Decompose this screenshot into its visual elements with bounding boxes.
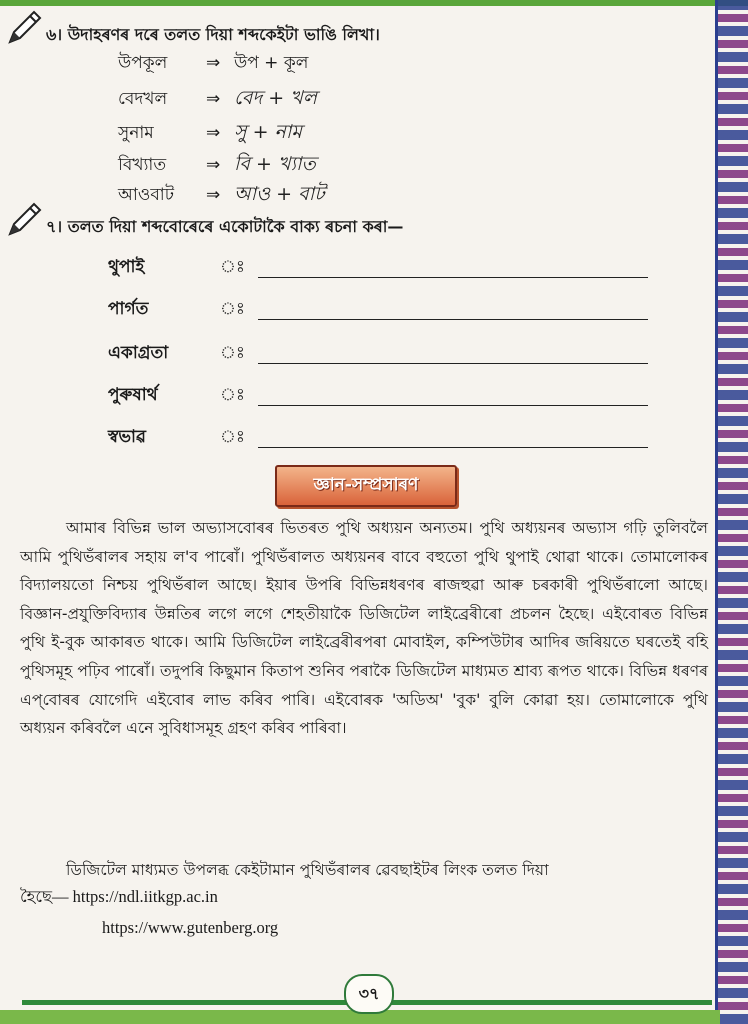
colon: ঃ [220, 385, 245, 405]
knowledge-paragraph [20, 514, 708, 743]
pencil-icon [4, 8, 44, 48]
example-word: উপকূল [118, 53, 168, 73]
q6-heading: ৬। উদাহৰণৰ দৰে তলত দিয়া শব্দকেইটা ভাঙি লিখা। [46, 25, 380, 44]
page-number: ৩৭ [344, 974, 394, 1014]
sentence-row [108, 254, 648, 282]
example-word: বিখ্যাত [118, 155, 167, 175]
answer-row [118, 84, 317, 116]
answer-line[interactable] [258, 319, 648, 320]
links-line [20, 884, 218, 911]
implies-arrow: ⇒ [206, 185, 221, 205]
colon: ঃ [220, 427, 245, 447]
given-word: থুপাই [108, 257, 145, 277]
sentence-row [108, 424, 648, 452]
given-word: একাগ্ৰতা [108, 343, 169, 363]
sentence-row [108, 296, 648, 324]
section-banner: জ্ঞান-সম্প্ৰসাৰণ [275, 465, 457, 507]
given-word: পুৰুষাৰ্থ [108, 385, 158, 405]
handwritten-answer: সু + নাম [234, 121, 302, 143]
given-word: স্বভাৱ [108, 427, 146, 447]
link-gutenberg[interactable]: https://www.gutenberg.org [102, 918, 279, 937]
links-intro: ডিজিটেল মাধ্যমত উপলব্ধ কেইটামান পুথিভঁৰালৰ ৱেবছাইটৰ লিংক তলত দিয়া [66, 861, 549, 879]
q7-heading: ৭। তলত দিয়া শব্দবোৰেৰে একোটাকৈ বাক্য ৰচনা কৰা— [46, 217, 404, 236]
sentence-row [108, 382, 648, 410]
link-ndl[interactable]: https://ndl.iitkgp.ac.in [72, 887, 218, 906]
example-word: সুনাম [118, 123, 154, 143]
example-answer: উপ + কূল [234, 53, 309, 73]
given-word: পাৰ্গত [108, 299, 149, 319]
answer-line[interactable] [258, 363, 648, 364]
answer-line[interactable] [258, 447, 648, 448]
implies-arrow: ⇒ [206, 53, 221, 73]
links-intro-block [20, 856, 708, 885]
implies-arrow: ⇒ [206, 155, 221, 175]
example-row [118, 50, 308, 78]
answer-row [118, 118, 302, 150]
example-word: আওবাট [118, 185, 174, 205]
handwritten-answer: আও + বাট [234, 183, 325, 205]
answer-row [118, 180, 325, 212]
top-border [0, 0, 748, 6]
side-border-line [715, 0, 718, 1024]
links-prefix: হৈছে— [20, 887, 69, 906]
implies-arrow: ⇒ [206, 123, 221, 143]
colon: ঃ [220, 343, 245, 363]
colon: ঃ [220, 299, 245, 319]
answer-row [118, 150, 316, 182]
answer-line[interactable] [258, 405, 648, 406]
colon: ঃ [220, 257, 245, 277]
sentence-row [108, 340, 648, 368]
decorative-side-border [718, 0, 748, 1024]
pencil-icon [4, 200, 44, 240]
paragraph-text: আমাৰ বিভিন্ন ভাল অভ্যাসবোৰৰ ভিতৰত পুথি অধ্যয়ন অন্যতম। পুথি অধ্যয়নৰ অভ্যাস গঢ়ি তুলিবলৈ আমি পুথিভঁৰালৰ সহায় ল'ব পাৰোঁ। পুথিভঁৰালত অধ্যয়নৰ বাবে বহুতো পুথি থুপাই থোৱা থাকে। তোমালোকৰ বিদ্যালয়তো নিশ্চয় পুথিভঁৰাল আছে। ইয়াৰ উপৰি বিভিন্নধৰণৰ ৰাজহুৱা আৰু চৰকাৰী পুথিভঁৰালো আছে। বিজ্ঞান-প্ৰযুক্তিবিদ্যাৰ উন্নতিৰ লগে লগে শেহতীয়াকৈ ডিজিটেল লাইব্ৰেৰীৰো প্ৰচলন হৈছে। এইবোৰত বিভিন্ন পুথি ই-বুক আকাৰত থাকে। আমি ডিজিটেল লাইব্ৰেৰীৰপৰা মোবাইল, কম্পিউটাৰ আদিৰ জৰিয়তে ঘৰতেই বহি পুথিসমূহ পঢ়িব পাৰোঁ। তদুপৰি কিছুমান কিতাপ শুনিব পৰাকৈ ডিজিটেল মাধ্যমত শ্ৰাব্য ৰূপত থাকে। বিভিন্ন ধৰণৰ এপ্‌বোৰৰ যোগেদি এইবোৰ লাভ কৰিব পাৰি। এইবোৰক 'অডিঅ' 'বুক' বুলি কোৱা হয়। তোমালোকে পুথি অধ্যয়ন কৰিবলৈ এনে সুবিধাসমূহ গ্ৰহণ কৰিব পাৰিবা। [20, 519, 708, 738]
answer-line[interactable] [258, 277, 648, 278]
example-word: বেদখল [118, 89, 168, 109]
handwritten-answer: বেদ + খল [234, 87, 317, 109]
implies-arrow: ⇒ [206, 89, 221, 109]
handwritten-answer: বি + খ্যাত [234, 153, 316, 175]
